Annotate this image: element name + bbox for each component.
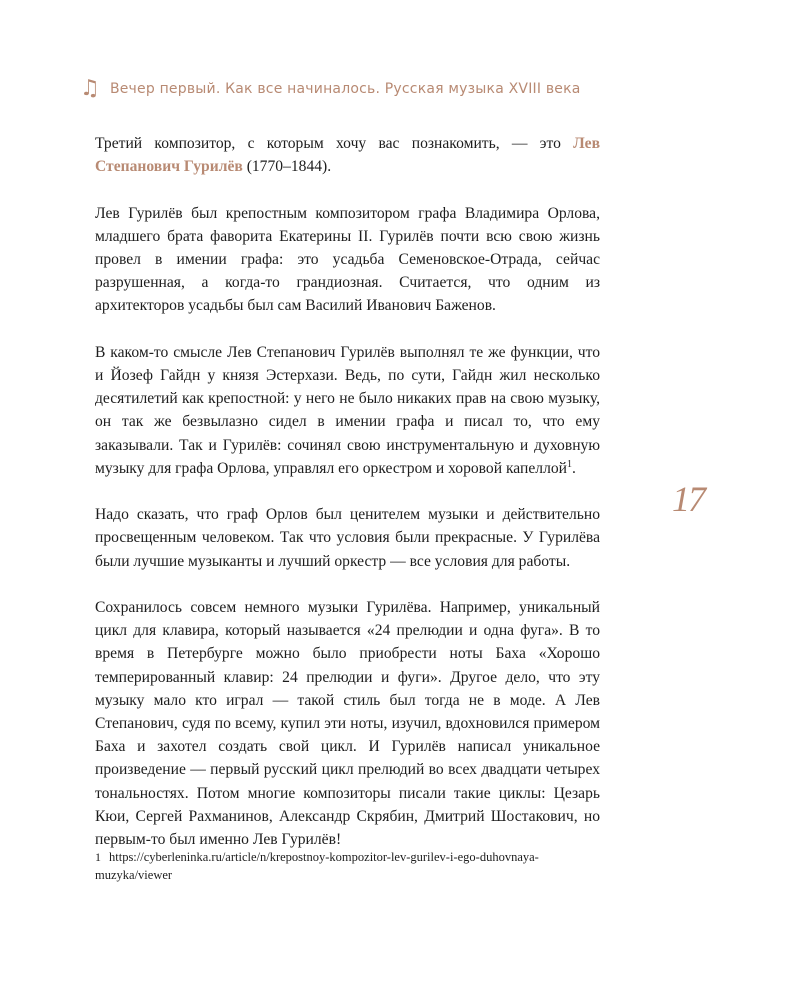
page-number: 17: [672, 479, 704, 519]
footnote-link[interactable]: https://cyberleninka.ru/article/n/krepostnoy-kompozitor-lev-gurilev-i-ego-duhovnaya-muzyka/viewer: [95, 850, 539, 882]
composer-name: Лев Степанович Гурилёв: [95, 135, 600, 176]
music-note-icon: ♫: [80, 76, 100, 101]
paragraph-1: [95, 132, 600, 178]
running-header-title: Вечер первый. Как все начиналось. Русская музыка XVIII века: [109, 81, 581, 97]
footnote-number: 1: [95, 850, 101, 864]
paragraph-3-text: В каком-то смысле Лев Степанович Гурилёв выполнял те же функции, что и Йозеф Гайдн у князя Эстерхази. Ведь, по сути, Гайдн жил несколько десятилетий как крепостной: у него не было никаких прав на свою музыку, он так же безвылазно сидел в имении графа и писал то, что ему заказывали. Так и Гурилёв: сочинял свою инструментальную и духовную музыку для графа Орлова, управлял его оркестром и хоровой капеллой: [95, 343, 600, 477]
footnote: [95, 848, 605, 884]
paragraph-2: Лев Гурилёв был крепостным композитором графа Владимира Орлова, младшего брата фаворита Екатерины II. Гурилёв почти всю свою жизнь провел в имении графа: это усадьба Семеновское-Отрада, сейчас разрушенная, а когда-то грандиозная. Считается, что одним из архитекторов усадьбы был сам Василий Иванович Баженов.: [95, 204, 600, 315]
paragraph-4: Надо сказать, что граф Орлов был ценителем музыки и действительно просвещенным человеком. Так что условия были прекрасные. У Гурилёва были лучшие музыканты и лучший оркестр — все условия для работы.: [95, 506, 600, 570]
paragraph-3-end: .: [572, 459, 576, 477]
paragraph-5: Сохранилось совсем немного музыки Гурилёва. Например, уникальный цикл для клавира, который называется «24 прелюдии и одна фуга». В то время в Петербурге можно было приобрести ноты Баха «Хорошо темперированный клавир: 24 прелюдии и фуги». Другое дело, что эту музыку мало кто играл — такой стиль был тогда не в моде. А Лев Степанович, судя по всему, купил эти ноты, изучил, вдохновился примером Баха и захотел создать свой цикл. И Гурилёв написал уникальное произведение — первый русский цикл прелюдий во всех двадцати четырех тональностях. Потом многие композиторы писали такие циклы: Цезарь Кюи, Сергей Рахманинов, Александр Скрябин, Дмитрий Шостакович, но первым-то был именно Лев Гурилёв!: [95, 599, 600, 849]
paragraph-3: [95, 341, 600, 480]
paragraph-1-after: (1770–1844).: [242, 158, 332, 176]
body-text: [95, 132, 600, 874]
running-header: [80, 78, 581, 100]
footnote-reference[interactable]: 1: [567, 458, 572, 470]
paragraph-1-before: Третий композитор, с которым хочу вас познакомить, — это: [95, 135, 574, 152]
